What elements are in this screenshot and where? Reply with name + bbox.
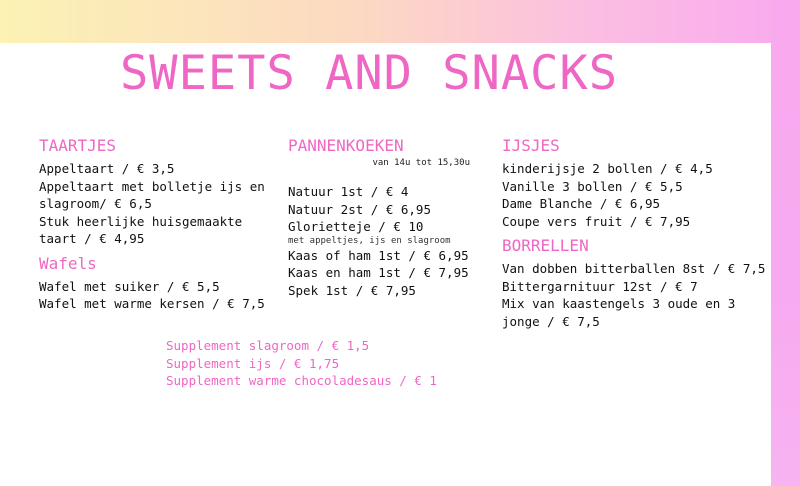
supplement-item: Supplement slagroom / € 1,5	[166, 338, 370, 353]
right-gradient-band	[771, 0, 800, 486]
column-left	[39, 136, 271, 313]
heading-borrellen: BORRELLEN	[502, 236, 589, 255]
heading-taartjes: TAARTJES	[39, 136, 117, 155]
menu-item: Van dobben bitterballen 8st / € 7,5	[502, 261, 766, 276]
menu-item: Dame Blanche / € 6,95	[502, 196, 661, 211]
menu-item: Mix van kaastengels 3 oude en 3 jonge / € 7,5	[502, 296, 736, 329]
menu-item: Stuk heerlijke huisgemaakte taart / € 4,95	[39, 213, 243, 246]
menu-item: Appeltaart / € 3,5	[39, 161, 175, 176]
heading-ijsjes: IJSJES	[502, 136, 560, 155]
supplement-item: Supplement warme chocoladesaus / € 1	[166, 373, 437, 388]
menu-item: Bittergarnituur 12st / € 7	[502, 278, 698, 294]
menu-item: Spek 1st / € 7,95	[288, 282, 416, 298]
column-right	[502, 136, 768, 330]
menu-item: Wafel met warme kersen / € 7,5	[39, 296, 265, 311]
column-middle	[288, 136, 488, 299]
menu-item: Kaas of ham 1st / € 6,95	[288, 247, 469, 263]
supplements-list	[166, 337, 486, 390]
top-gradient-band	[0, 0, 800, 43]
menu-item: kinderijsje 2 bollen / € 4,5	[502, 161, 713, 176]
pannenkoeken-hours: van 14u tot 15,30u	[372, 158, 470, 168]
menu-item: Glorietteje / € 10	[288, 219, 424, 234]
item-note: met appeltjes, ijs en slagroom	[288, 235, 451, 246]
menu-item: Natuur 1st / € 4	[288, 184, 409, 199]
menu-item: Natuur 2st / € 6,95	[288, 201, 431, 217]
page-title: SWEETS AND SNACKS	[120, 46, 619, 101]
menu-item: Kaas en ham 1st / € 7,95	[288, 265, 469, 280]
supplement-item: Supplement ijs / € 1,75	[166, 355, 340, 371]
menu-item: Coupe vers fruit / € 7,95	[502, 213, 691, 229]
menu-item: Appeltaart met bolletje ijs en slagroom/ € 6,5	[39, 178, 265, 211]
menu-item: Vanille 3 bollen / € 5,5	[502, 178, 683, 194]
heading-pannenkoeken: PANNENKOEKEN	[288, 136, 404, 155]
menu-item: Wafel met suiker / € 5,5	[39, 278, 220, 294]
heading-wafels: Wafels	[39, 253, 97, 273]
